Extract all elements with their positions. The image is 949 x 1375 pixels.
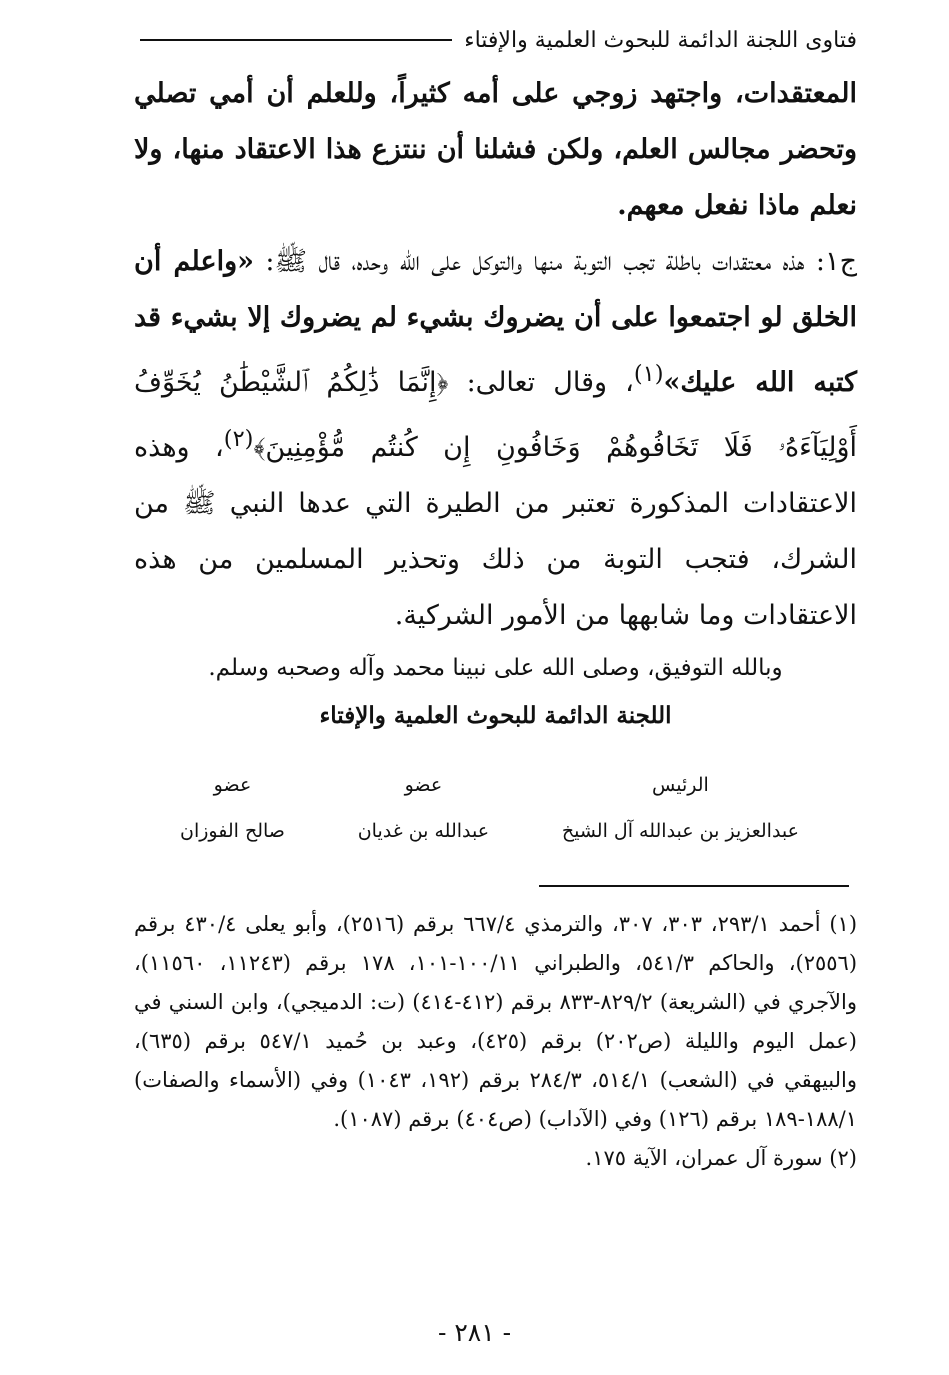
answer-text <box>134 234 857 644</box>
question-text: المعتقدات، واجتهد زوجي على أمه كثيراً، وللعلم أن أمي تصلي وتحضر مجالس العلم، ولكن فشلنا أن ننتزع هذا الاعتقاد منها، ولا نعلم ماذا نفعل معهم. <box>134 78 857 221</box>
signature-member <box>180 762 285 854</box>
footnote-1: (١) أحمد ٢٩٣/١، ٣٠٣، ٣٠٧، والترمذي ٦٦٧/٤ برقم (٢٥١٦)، وأبو يعلى ٤٣٠/٤ برقم (٢٥٥٦)، والحاكم ٥٤١/٣، والطبراني ١٠٠/١١-١٠١، ١٧٨ برقم (١١٢٤٣، ١١٥٦٠)، والآجري في (الشريعة) ٨٢٩/٢-٨٣٣ برقم (٤١٢-٤١٤) (ت: الدميجي)، وابن السني في (عمل اليوم والليلة (ص٢٠٢) برقم (٤٢٥)، وعبد بن حُميد ٥٤٧/١ برقم (٦٣٥)، والبيهقي في (الشعب) ٥١٤/١، ٢٨٤/٣ برقم (١٩٢، ١٠٤٣) وفي (الأسماء والصفات) ١٨٨/١-١٨٩ برقم (١٢٦) وفي (الآداب) (ص٤٠٤) برقم (١٠٨٧). <box>134 912 858 1131</box>
signature-member <box>358 762 489 854</box>
signature-name: عبدالله بن غديان <box>357 820 490 842</box>
signature-role: الرئيس <box>652 774 709 796</box>
signature-name: عبدالعزيز بن عبدالله آل الشيخ <box>561 820 799 842</box>
signature-name: صالح الفوزان <box>180 820 285 842</box>
answer-intro: ج١: هذه معتقدات باطلة تجب التوبة منها والتوكل على الله وحده، قال ﷺ: <box>253 246 857 277</box>
main-text <box>134 66 857 738</box>
header-rule <box>140 39 452 41</box>
quran-intro: ، وقال تعالى: <box>448 367 634 398</box>
page-number: - ٢٨١ - <box>437 1318 512 1347</box>
footnote-ref-1: (١) <box>633 361 664 387</box>
signature-role: عضو <box>404 774 443 796</box>
closing-line: وبالله التوفيق، وصلى الله على نبينا محمد وآله وصحبه وسلم. <box>208 655 783 681</box>
running-header <box>140 22 857 58</box>
footnote-2: (٢) سورة آل عمران، الآية ١٧٥. <box>585 1146 857 1170</box>
committee-name: اللجنة الدائمة للبحوث العلمية والإفتاء <box>319 702 672 729</box>
quran-verse: ﴿إِنَّمَا ذَٰلِكُمُ ٱلشَّيْطَٰنُ يُخَوِّفُ أَوْلِيَآءَهُۥ فَلَا تَخَافُوهُمْ وَخَافُونِ إِن كُنتُم مُّؤْمِنِينَ﴾ <box>134 367 857 463</box>
hadith-quote: «واعلم أن الخلق لو اجتمعوا على أن يضروك بشيء لم يضروك إلا بشيء قد كتبه الله عليك» <box>134 246 857 398</box>
footnote-ref-2: (٢) <box>223 426 254 452</box>
footnotes <box>134 905 857 1178</box>
signature-role: عضو <box>213 774 252 796</box>
footnote-divider <box>539 885 849 887</box>
signatures <box>180 762 799 854</box>
header-title: فتاوى اللجنة الدائمة للبحوث العلمية والإفتاء <box>464 27 857 53</box>
answer-rest: ، وهذه الاعتقادات المذكورة تعتبر من الطيرة التي عدها النبي ﷺ من الشرك، فتجب التوبة من ذلك وتحذير المسلمين من هذه الاعتقادات وما شابهها من الأمور الشركية. <box>134 432 857 631</box>
signature-chairman <box>562 762 799 854</box>
